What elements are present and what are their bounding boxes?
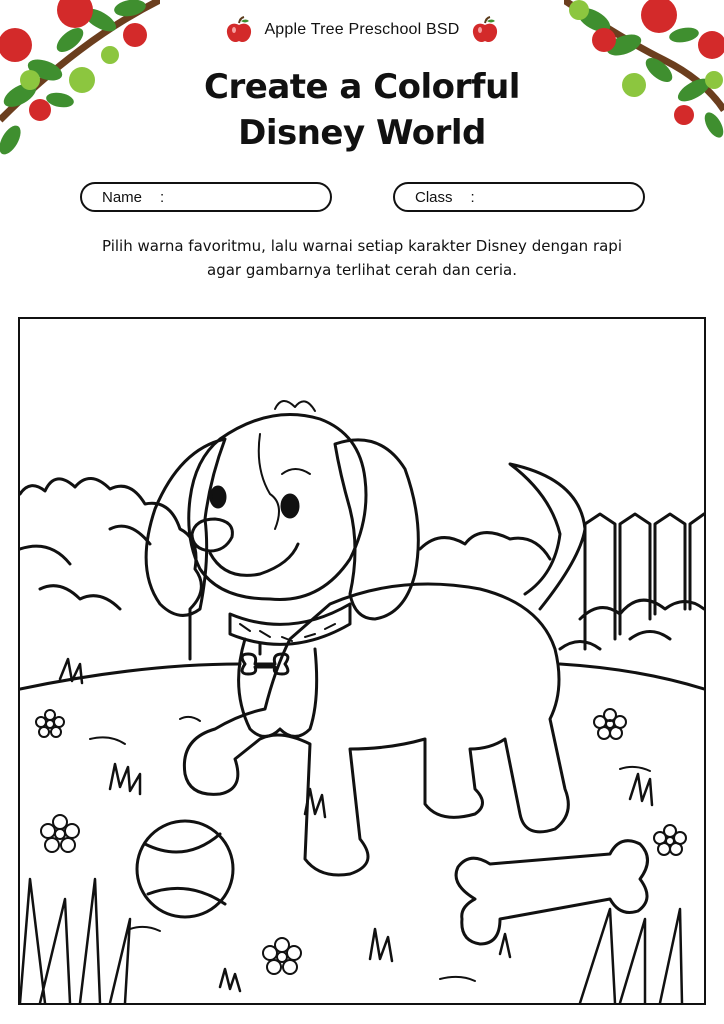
title-line-1: Create a Colorful (204, 67, 520, 107)
instructions (40, 234, 684, 282)
class-label: Class (415, 188, 453, 206)
dog-nose (192, 519, 232, 551)
bushes-left-line-art (20, 478, 201, 659)
grass-line-art (20, 659, 682, 1003)
dog-tail (510, 464, 585, 609)
apple-icon (226, 16, 252, 44)
coloring-frame (18, 317, 706, 1005)
ground-marks (90, 717, 650, 981)
dog-ear-right (335, 440, 418, 619)
name-separator: : (160, 188, 165, 206)
name-label: Name (102, 188, 143, 206)
page-title (0, 64, 724, 156)
dog-coloring-illustration (20, 319, 704, 1003)
ball-line-art (137, 821, 233, 917)
name-field[interactable] (80, 182, 332, 212)
class-separator: : (470, 188, 475, 206)
instructions-line-1: Pilih warna favoritmu, lalu warnai setiap karakter Disney dengan rapi (101, 237, 622, 255)
instructions-line-2: agar gambarnya terlihat cerah dan ceria. (207, 261, 517, 279)
dog-body (184, 584, 568, 875)
dog-eye-left (211, 487, 225, 507)
fence-line-art (585, 514, 704, 649)
apple-icon (472, 16, 498, 44)
class-field[interactable] (393, 182, 645, 212)
school-header (0, 16, 724, 44)
bushes-right-line-art (420, 533, 704, 649)
dog-ear-left (146, 439, 225, 615)
bone-line-art (456, 841, 647, 944)
school-name: Apple Tree Preschool BSD (264, 21, 460, 38)
title-line-2: Disney World (238, 113, 486, 153)
horizon-line (20, 664, 704, 689)
dog-eye-right (282, 495, 298, 517)
